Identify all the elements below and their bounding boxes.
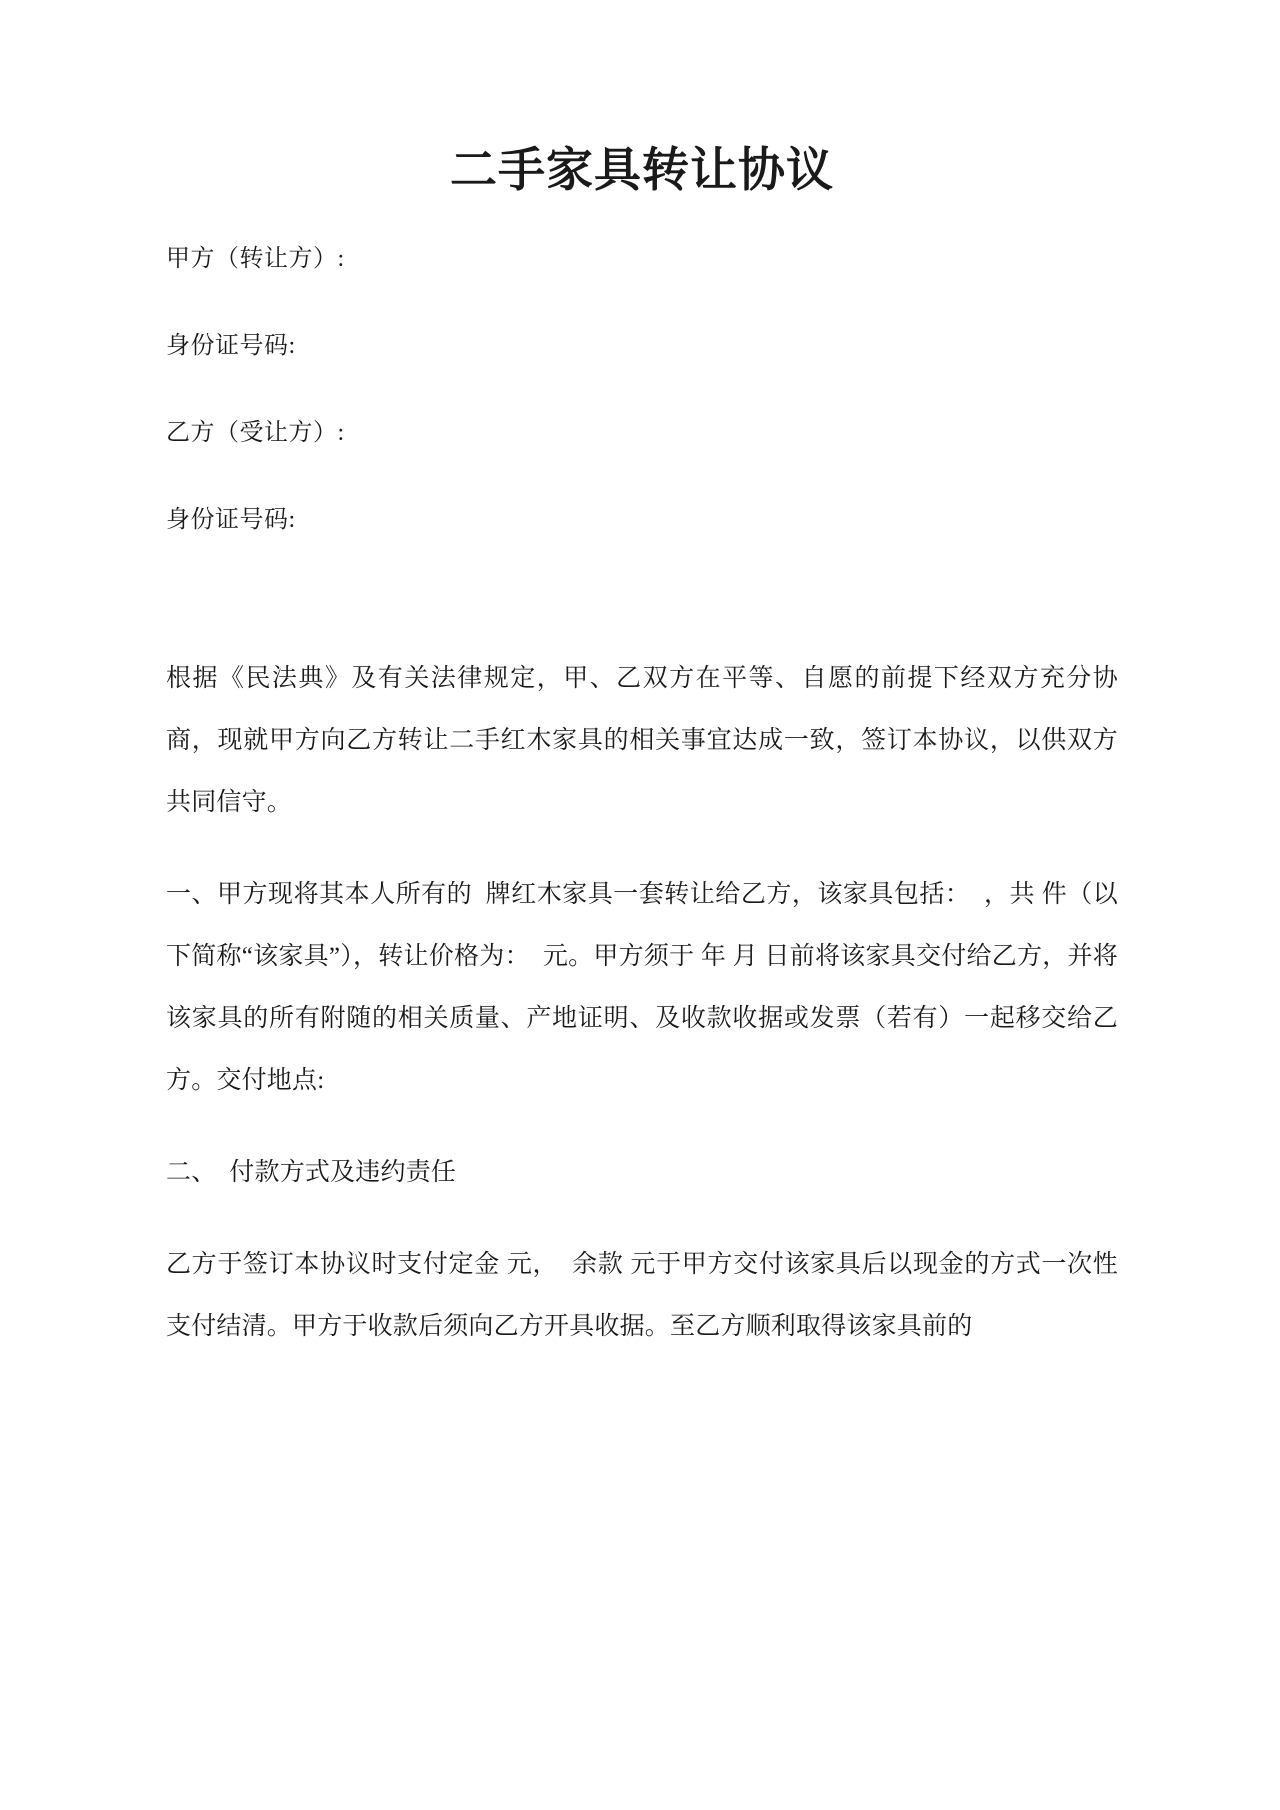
party-a-id-field: 身份证号码: [166, 333, 296, 360]
party-a-name-field: 甲方（转让方）: [166, 246, 345, 273]
paragraph-clause-two-heading: 二、 付款方式及违约责任 [166, 1159, 457, 1187]
paragraph-clause-two-body: 乙方于签订本协议时支付定金 元， 余款 元于甲方交付该家具后以现金的方式一次性支付结清。甲方于收款后须向乙方开具收据。至乙方顺利取得该家具前的 [166, 1251, 1118, 1341]
party-info-block [166, 244, 1118, 535]
paragraph-clause-one: 一、甲方现将其本人所有的 牌红木家具一套转让给乙方，该家具包括： ，共 件（以下简称“该家具”），转让价格为： 元。甲方须于 年 月 日前将该家具交付给乙方，并将该家具的所有附随的相关质量、产地证明、及收款收据或发票（若有）一起移交给乙方。交付地点: [166, 881, 1118, 1095]
document-content [166, 0, 1118, 1358]
paragraph-preamble: 根据《民法典》及有关法律规定，甲、乙双方在平等、自愿的前提下经双方充分协商，现就甲方向乙方转让二手红木家具的相关事宜达成一致，签订本协议，以供双方共同信守。 [166, 665, 1118, 817]
document-body [166, 648, 1118, 1358]
party-b-id-field: 身份证号码: [166, 507, 296, 534]
party-b-name-field: 乙方（受让方）: [166, 420, 345, 447]
page-title: 二手家具转让协议 [450, 143, 834, 198]
